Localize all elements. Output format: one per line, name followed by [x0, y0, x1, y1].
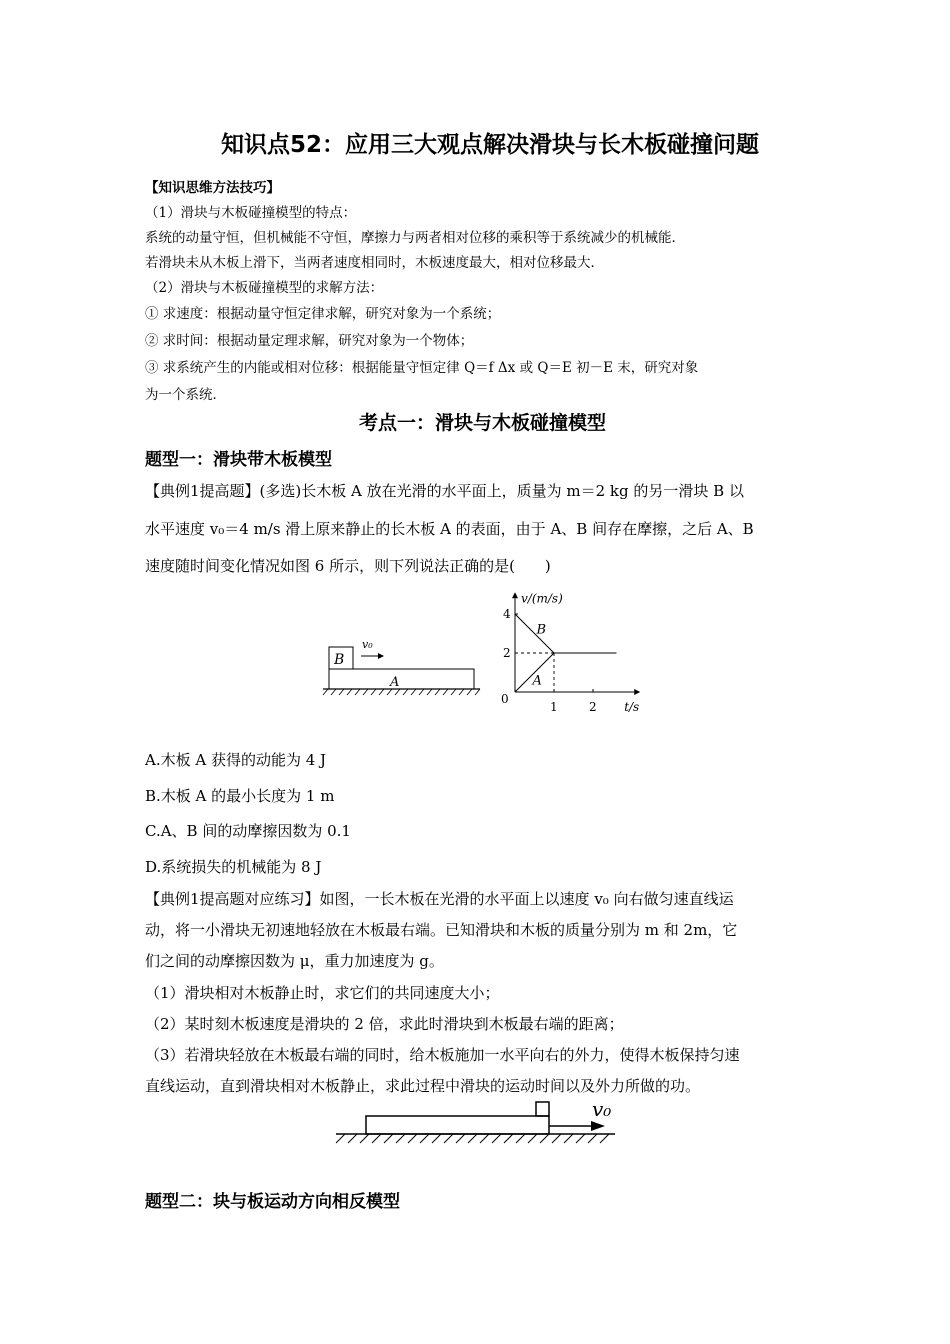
- method-line: （2）滑块与木板碰撞模型的求解方法：: [145, 280, 384, 296]
- option-c: C.A、B 间的动摩擦因数为 0.1: [145, 822, 351, 840]
- block-board-diagram: [320, 630, 490, 705]
- option-b: B.木板 A 的最小长度为 1 m: [145, 787, 335, 805]
- method-line: ② 求时间：根据动量定理求解，研究对象为一个物体；: [145, 333, 474, 349]
- y-axis-label: v/(m/s): [521, 591, 563, 606]
- section-title: 考点一：滑块与木板碰撞模型: [358, 412, 606, 434]
- method-line: ③ 求系统产生的内能或相对位移：根据能量守恒定律 Q＝f Δx 或 Q＝E 初－E 末，研究对象: [145, 360, 699, 376]
- velocity-label: v₀: [592, 1098, 612, 1121]
- method-heading: 【知识思维方法技巧】: [145, 180, 280, 196]
- question-type-heading: 题型一：滑块带木板模型: [145, 450, 332, 470]
- x-tick-label: 2: [589, 700, 597, 714]
- option-a: A.木板 A 获得的动能为 4 J: [145, 751, 327, 769]
- block-label: B: [334, 652, 345, 668]
- practice-line: （3）若滑块轻放在木板最右端的同时，给木板施加一水平向右的外力，使得木板保持匀速: [145, 1046, 740, 1064]
- example-line: 速度随时间变化情况如图 6 所示，则下列说法正确的是( ): [145, 557, 551, 575]
- y-tick-label: 2: [503, 646, 511, 660]
- x-tick-label: 1: [550, 700, 558, 714]
- practice-line: 们之间的动摩擦因数为 μ，重力加速度为 g。: [145, 952, 444, 970]
- series-label-A: A: [532, 673, 542, 689]
- x-axis-arrow: [634, 689, 640, 695]
- velocity-time-chart: [490, 580, 650, 718]
- board-label: A: [390, 675, 400, 690]
- x-tick-label: 0: [501, 692, 509, 706]
- method-line: ① 求速度：根据动量守恒定律求解，研究对象为一个系统；: [145, 306, 501, 322]
- example-line: 水平速度 v₀＝4 m/s 滑上原来静止的长木板 A 的表面，由于 A、B 间存在摩擦，之后 A、B: [145, 520, 754, 538]
- practice-line: 动，将一小滑块无初速地轻放在木板最右端。已知滑块和木板的质量分别为 m 和 2m，它: [145, 921, 738, 939]
- velocity-label: v₀: [362, 638, 373, 651]
- moving-board-diagram: [333, 1098, 623, 1150]
- page-title: 知识点52：应用三大观点解决滑块与长木板碰撞问题: [220, 132, 759, 158]
- method-line: 若滑块未从木板上滑下，当两者速度相同时，木板速度最大，相对位移最大．: [145, 255, 604, 271]
- practice-line: （2）某时刻木板速度是滑块的 2 倍，求此时滑块到木板最右端的距离；: [145, 1015, 624, 1033]
- series-line-B: [515, 614, 616, 653]
- y-tick-label: 4: [503, 607, 511, 621]
- practice-line: （1）滑块相对木板静止时，求它们的共同速度大小；: [145, 984, 500, 1002]
- x-axis-label: t/s: [624, 700, 640, 714]
- method-line: 为一个系统．: [145, 387, 226, 403]
- method-line: 系统的动量守恒，但机械能不守恒，摩擦力与两者相对位移的乘积等于系统减少的机械能．: [145, 230, 685, 246]
- practice-line: 【典例1提高题对应练习】如图，一长木板在光滑的水平面上以速度 v₀ 向右做匀速直线运: [145, 890, 734, 908]
- method-line: （1）滑块与木板碰撞模型的特点：: [145, 205, 357, 221]
- example-line: 【典例1提高题】(多选)长木板 A 放在光滑的水平面上，质量为 m＝2 kg 的另一滑块 B 以: [145, 482, 744, 500]
- series-line-A: [515, 653, 616, 692]
- y-axis-arrow: [512, 592, 518, 598]
- question-type-heading: 题型二：块与板运动方向相反模型: [145, 1192, 400, 1212]
- practice-line: 直线运动，直到滑块相对木板静止，求此过程中滑块的运动时间以及外力所做的功。: [145, 1077, 701, 1095]
- option-d: D.系统损失的机械能为 8 J: [145, 858, 322, 876]
- series-label-B: B: [536, 622, 547, 638]
